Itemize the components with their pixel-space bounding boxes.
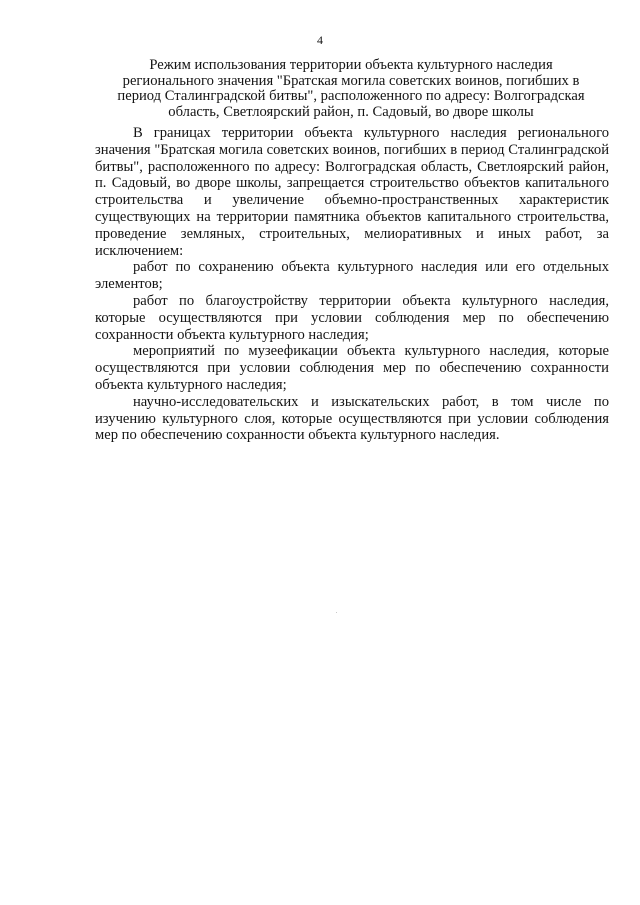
paragraph-territory-restrictions: В границах территории объекта культурного наследия регионального значения "Братская могила советских воинов, погибших в период Сталинградской битвы", расположенного по адресу: Волгоградская область, Светлоярский район, п. Садовый, во дворе школы, запрещается строительство объектов капитального строительства и увеличение объемно-пространственных характеристик существующих на территории памятника объектов капитального строительства, проведение земляных, строительных, мелиоративных и иных работ, за исключением: xyxy=(95,125,609,259)
document-body xyxy=(95,125,609,444)
page-number: 4 xyxy=(317,33,323,47)
paragraph-exception-preservation: работ по сохранению объекта культурного наследия или его отдельных элементов; xyxy=(95,259,609,293)
document-title xyxy=(104,58,598,121)
paragraph-exception-museumification: мероприятий по музеефикации объекта культурного наследия, которые осуществляются при условии соблюдения мер по обеспечению сохранности объекта культурного наследия; xyxy=(95,343,609,393)
title-line: регионального значения "Братская могила советских воинов, погибших в xyxy=(122,72,580,89)
title-line: Режим использования территории объекта культурного наследия xyxy=(149,57,553,73)
title-line: период Сталинградской битвы", расположенного по адресу: Волгоградская xyxy=(117,88,585,105)
title-line: область, Светлоярский район, п. Садовый, во дворе школы xyxy=(168,104,534,121)
scan-speck xyxy=(336,612,337,613)
paragraph-exception-landscaping: работ по благоустройству территории объекта культурного наследия, которые осуществляются при условии соблюдения мер по обеспечению сохранности объекта культурного наследия; xyxy=(95,292,609,343)
paragraph-exception-research: научно-исследовательских и изыскательских работ, в том числе по изучению культурного слоя, которые осуществляются при условии соблюдения мер по обеспечению сохранности объекта культурного наследия. xyxy=(95,393,609,444)
